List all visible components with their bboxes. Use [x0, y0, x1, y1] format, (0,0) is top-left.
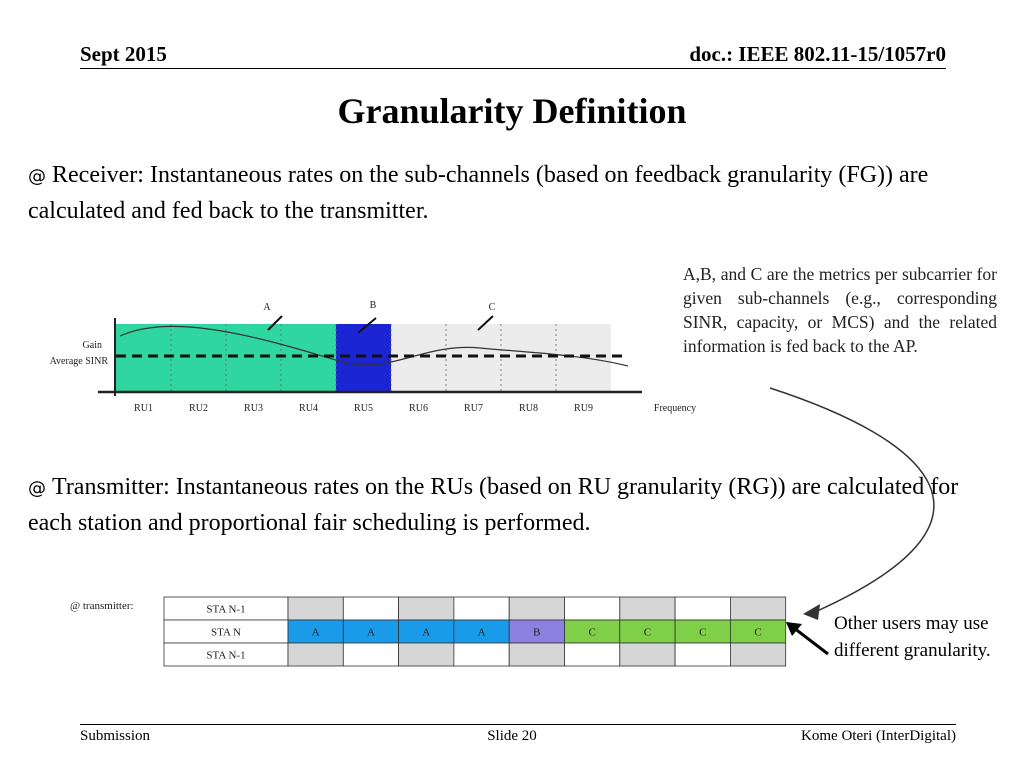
ru-cell — [288, 643, 343, 666]
bullet-text: Transmitter: Instantaneous rates on the RUs (based on RU granularity (RG)) are calculated for each station and proportional fair scheduling is performed. — [28, 474, 959, 536]
ru-cell — [399, 597, 454, 620]
ru-cell — [343, 643, 398, 666]
ru-cell-label: C — [754, 626, 762, 639]
bullet-receiver — [28, 158, 996, 228]
ru-cell — [399, 643, 454, 666]
ru-label-8: RU8 — [519, 403, 538, 414]
ru-cell — [454, 643, 509, 666]
ru-cell — [675, 597, 730, 620]
ru-label-3: RU3 — [244, 403, 263, 414]
header-date: Sept 2015 — [80, 42, 167, 66]
transmitter-table — [60, 590, 800, 672]
ru-band-3 — [226, 324, 281, 392]
header-rule — [80, 68, 946, 69]
footer-author: Kome Oteri (InterDigital) — [801, 728, 956, 744]
ru-band-6 — [391, 324, 446, 392]
ru-band-7 — [446, 324, 501, 392]
ru-cell-label: A — [422, 626, 431, 639]
group-label-a: A — [263, 302, 271, 313]
footer-rule — [80, 724, 956, 725]
ru-cell — [620, 643, 675, 666]
ru-cell-label: C — [588, 626, 596, 639]
bullet-text: Receiver: Instantaneous rates on the sub-channels (based on feedback granularity (FG)) are calculated and fed back to the transmitter. — [28, 162, 929, 224]
ru-cell — [343, 597, 398, 620]
ru-label-1: RU1 — [134, 403, 153, 414]
ru-cell — [454, 597, 509, 620]
ru-cell — [620, 597, 675, 620]
bullet-symbol: @ — [28, 478, 46, 499]
ru-cell — [565, 597, 620, 620]
ru-cell-label: A — [366, 626, 375, 639]
header-doc-id: doc.: IEEE 802.11-15/1057r0 — [689, 42, 946, 66]
receiver-diagram — [20, 296, 697, 426]
tx-grid — [164, 597, 786, 666]
frequency-label: Frequency — [653, 403, 697, 414]
ru-cell — [565, 643, 620, 666]
footer-submission: Submission — [80, 728, 151, 744]
ru-cell-label: C — [643, 626, 652, 639]
footer-slide-number: Slide 20 — [487, 728, 537, 744]
station-label: STA N — [211, 626, 241, 639]
ru-cell — [288, 597, 343, 620]
transmitter-label: @ transmitter: — [70, 600, 134, 612]
other-users-note: Other users may use different granularity. — [834, 613, 991, 661]
slide-title: Granularity Definition — [337, 91, 687, 131]
ru-cell — [675, 643, 730, 666]
ru-label-6: RU6 — [409, 403, 428, 414]
ru-cell — [509, 597, 564, 620]
curved-arrow-line — [770, 388, 934, 612]
ru-band-5 — [336, 324, 391, 392]
ru-cell-label: C — [699, 626, 707, 639]
other-users-arrow-line — [794, 628, 828, 654]
group-label-b: B — [369, 300, 377, 311]
ru-band-8 — [501, 324, 556, 392]
ru-label-4: RU4 — [299, 403, 318, 414]
station-label: STA N-1 — [206, 649, 246, 662]
bullet-symbol: @ — [28, 166, 46, 187]
other-users-arrow — [784, 618, 834, 662]
station-label: STA N-1 — [206, 603, 246, 616]
ru-cell-label: B — [533, 626, 541, 639]
metrics-note: A,B, and C are the metrics per subcarrier for given sub-channels (e.g., corresponding SINR, capacity, or MCS) and the related information is fed back to the AP. — [683, 264, 997, 356]
ru-bands — [116, 324, 611, 392]
ru-labels — [134, 403, 593, 414]
group-label-c: C — [488, 302, 496, 313]
ru-band-2 — [171, 324, 226, 392]
average-sinr-label: Average SINR — [49, 356, 108, 367]
gain-label: Gain — [82, 340, 102, 351]
ru-label-7: RU7 — [464, 403, 483, 414]
ru-cell — [730, 643, 785, 666]
ru-cell — [509, 643, 564, 666]
ru-label-5: RU5 — [354, 403, 373, 414]
ru-cell-label: A — [311, 626, 320, 639]
ru-cell — [730, 597, 785, 620]
ru-cell-label: A — [477, 626, 486, 639]
ru-label-2: RU2 — [189, 403, 208, 414]
ru-label-9: RU9 — [574, 403, 593, 414]
